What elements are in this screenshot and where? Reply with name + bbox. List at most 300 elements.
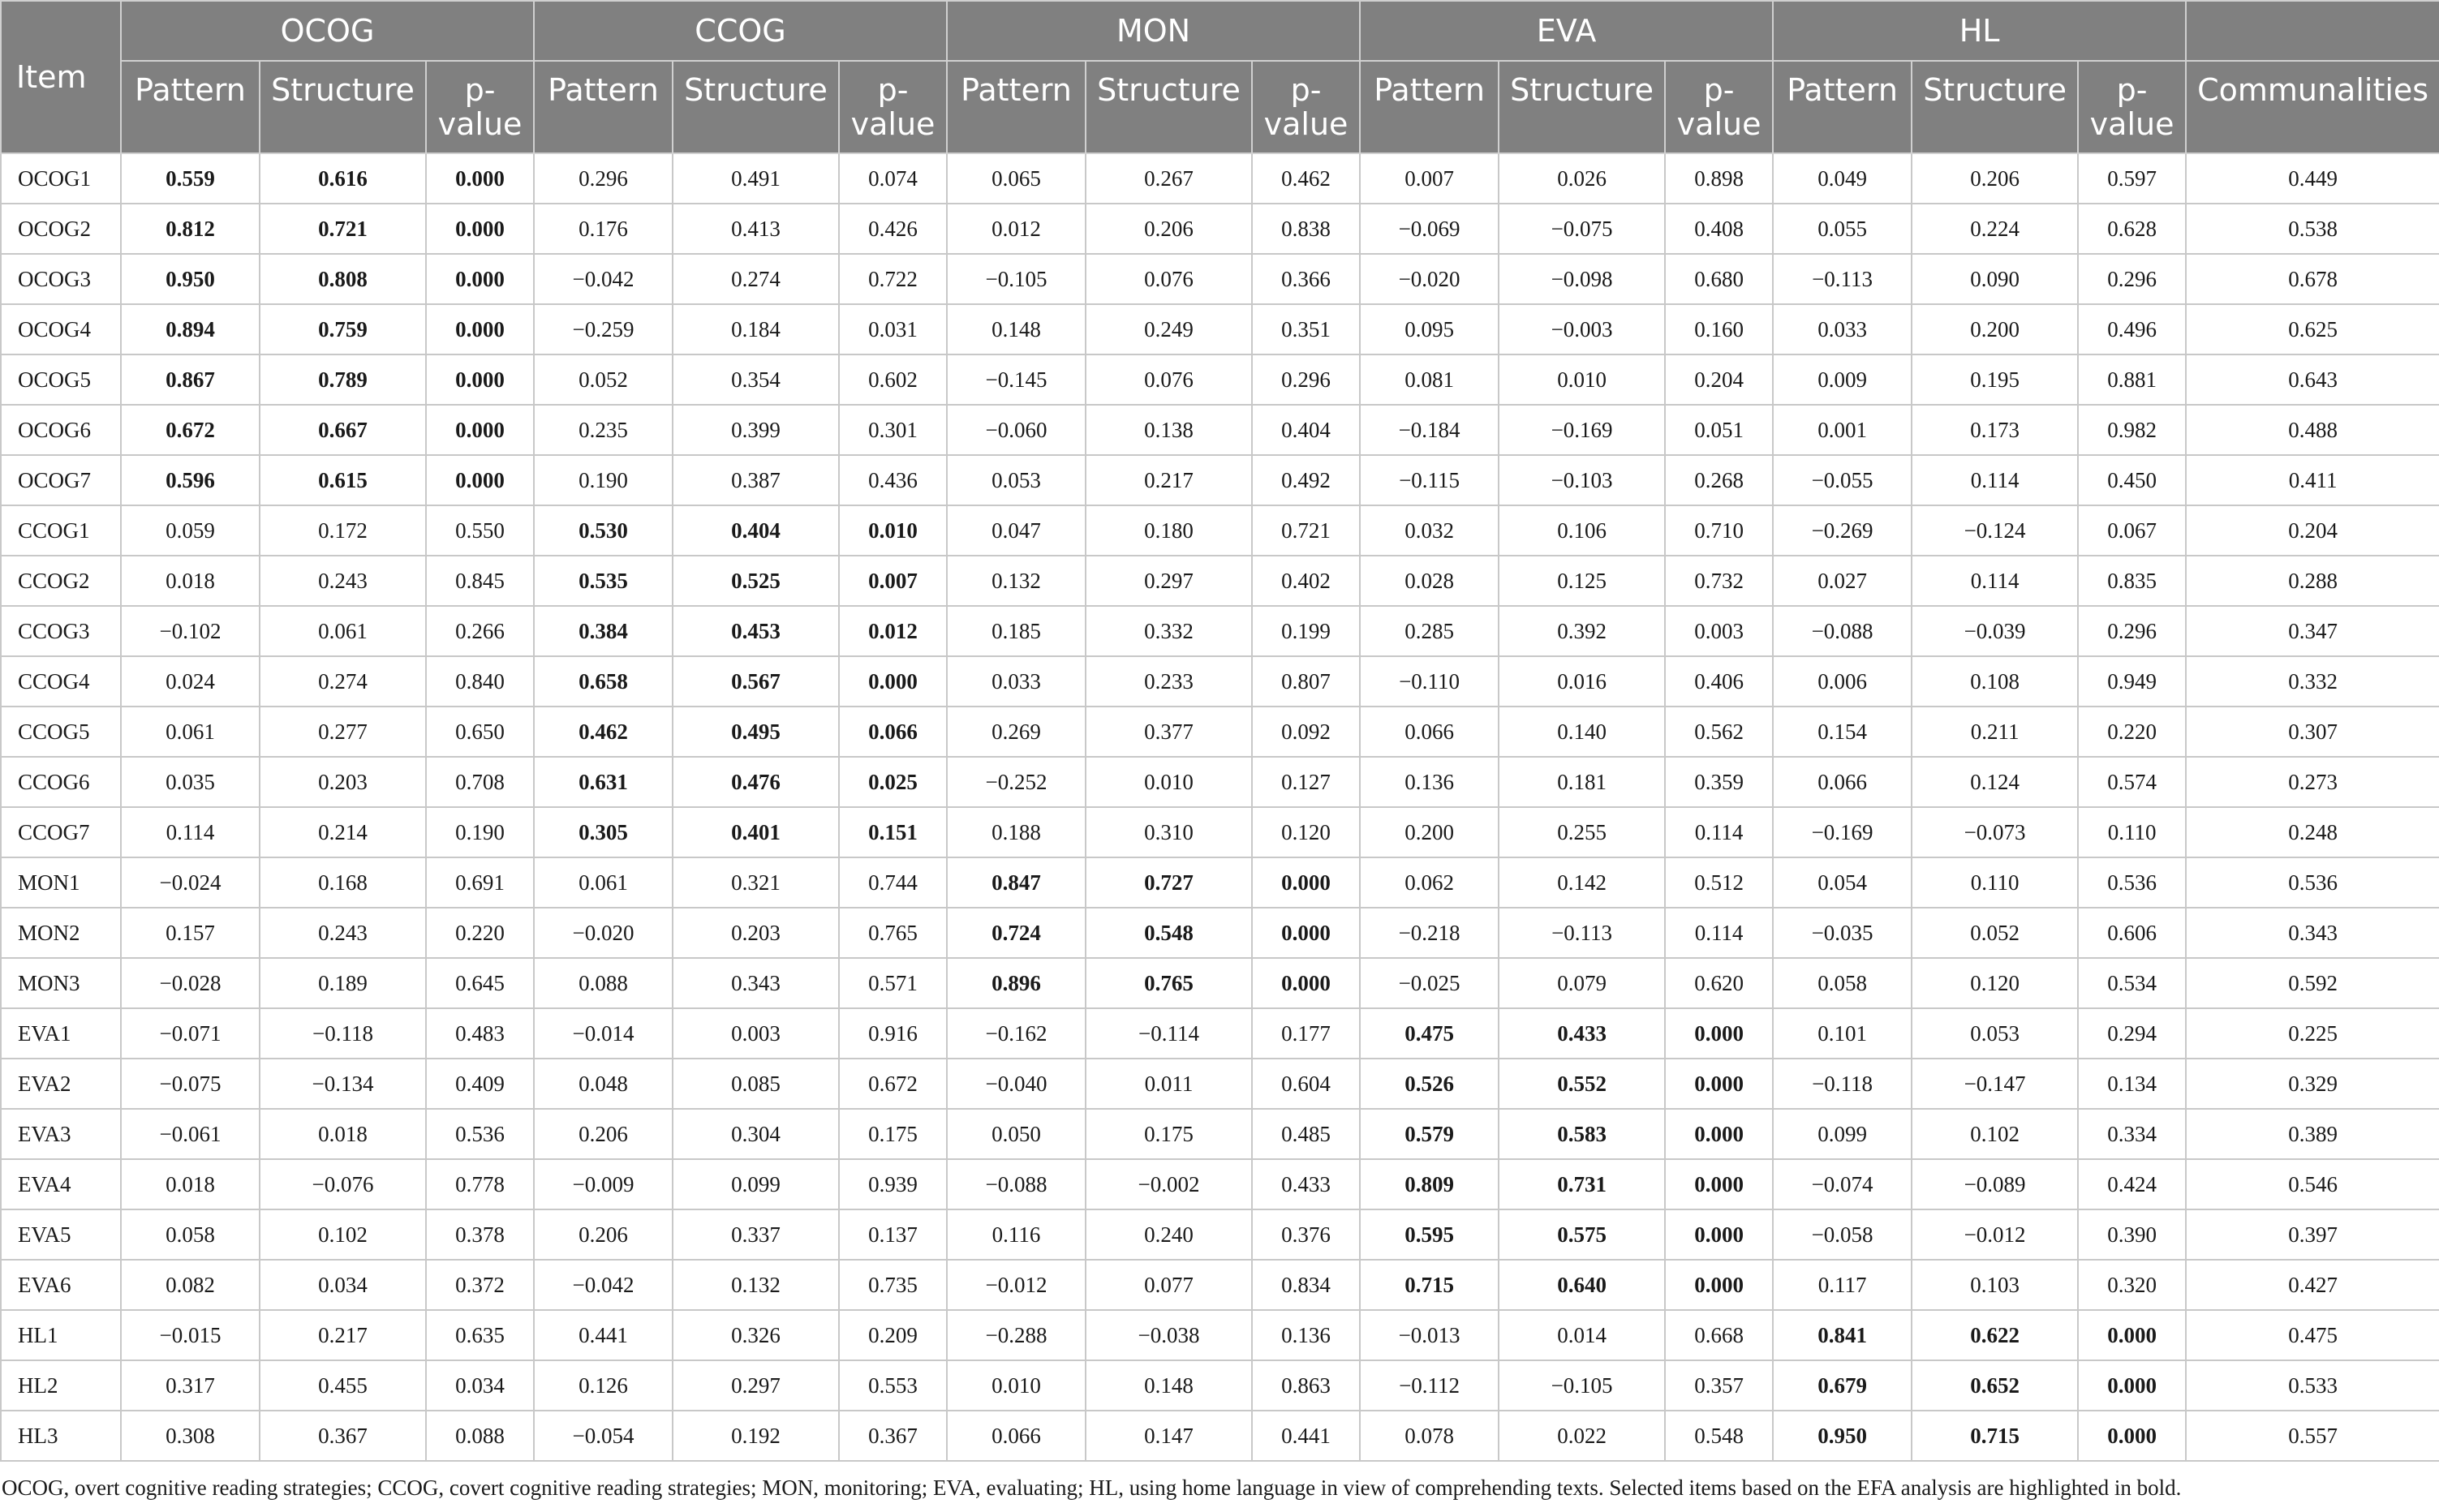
p-value-cell: 0.512 <box>1665 857 1773 908</box>
p-value-cell: 0.199 <box>1252 606 1360 656</box>
structure-cell: 0.321 <box>673 857 839 908</box>
structure-cell: 0.217 <box>260 1310 426 1360</box>
p-value-cell: 0.010 <box>839 505 947 556</box>
p-value-cell: 0.433 <box>1252 1159 1360 1209</box>
structure-cell: 0.106 <box>1499 505 1665 556</box>
p-value-cell: 0.334 <box>2078 1109 2186 1159</box>
p-value-cell: 0.220 <box>426 908 534 958</box>
item-label: CCOG3 <box>1 606 121 656</box>
pattern-cell: 0.058 <box>1773 958 1912 1008</box>
structure-cell: −0.105 <box>1499 1360 1665 1411</box>
pattern-cell: −0.118 <box>1773 1059 1912 1109</box>
p-value-cell: 0.408 <box>1665 204 1773 254</box>
p-value-cell: 0.000 <box>2078 1411 2186 1461</box>
item-label: OCOG6 <box>1 405 121 455</box>
pattern-cell: −0.028 <box>121 958 260 1008</box>
p-value-cell: 0.485 <box>1252 1109 1360 1159</box>
p-value-cell: 0.000 <box>1665 1209 1773 1260</box>
p-value-cell: 0.492 <box>1252 455 1360 505</box>
p-value-cell: 0.553 <box>839 1360 947 1411</box>
structure-cell: 0.667 <box>260 405 426 455</box>
p-value-cell: 0.840 <box>426 656 534 707</box>
structure-cell: −0.169 <box>1499 405 1665 455</box>
pattern-cell: 0.672 <box>121 405 260 455</box>
communality-cell: 0.592 <box>2186 958 2439 1008</box>
header-structure: Structure <box>1086 61 1252 153</box>
pattern-cell: 0.462 <box>534 707 673 757</box>
header-structure: Structure <box>673 61 839 153</box>
header-group-ocog: OCOG <box>121 1 534 61</box>
pattern-cell: 0.101 <box>1773 1008 1912 1059</box>
p-value-cell: 0.000 <box>1252 908 1360 958</box>
p-value-cell: 0.366 <box>1252 254 1360 304</box>
structure-cell: −0.147 <box>1912 1059 2078 1109</box>
table-row <box>1 304 2439 354</box>
pattern-cell: −0.054 <box>534 1411 673 1461</box>
structure-cell: −0.098 <box>1499 254 1665 304</box>
pattern-cell: 0.050 <box>947 1109 1086 1159</box>
structure-cell: 0.233 <box>1086 656 1252 707</box>
item-label: HL1 <box>1 1310 121 1360</box>
item-label: EVA1 <box>1 1008 121 1059</box>
pattern-cell: 0.066 <box>947 1411 1086 1461</box>
structure-cell: 0.053 <box>1912 1008 2078 1059</box>
pattern-cell: 0.285 <box>1360 606 1499 656</box>
p-value-cell: 0.378 <box>426 1209 534 1260</box>
structure-cell: 0.552 <box>1499 1059 1665 1109</box>
p-value-cell: 0.536 <box>426 1109 534 1159</box>
pattern-cell: 0.114 <box>121 807 260 857</box>
p-value-cell: 0.000 <box>1665 1260 1773 1310</box>
p-value-cell: 0.088 <box>426 1411 534 1461</box>
pattern-cell: −0.055 <box>1773 455 1912 505</box>
structure-cell: 0.180 <box>1086 505 1252 556</box>
structure-cell: 0.343 <box>673 958 839 1008</box>
structure-cell: 0.026 <box>1499 153 1665 204</box>
table-row <box>1 1008 2439 1059</box>
p-value-cell: 0.838 <box>1252 204 1360 254</box>
communality-cell: 0.533 <box>2186 1360 2439 1411</box>
pattern-cell: 0.206 <box>534 1209 673 1260</box>
communality-cell: 0.389 <box>2186 1109 2439 1159</box>
p-value-cell: 0.151 <box>839 807 947 857</box>
structure-cell: 0.377 <box>1086 707 1252 757</box>
p-value-cell: 0.000 <box>2078 1310 2186 1360</box>
pattern-cell: 0.053 <box>947 455 1086 505</box>
header-row-groups <box>1 1 2439 61</box>
pattern-cell: 0.176 <box>534 204 673 254</box>
structure-cell: 0.206 <box>1912 153 2078 204</box>
p-value-cell: 0.708 <box>426 757 534 807</box>
structure-cell: 0.077 <box>1086 1260 1252 1310</box>
structure-cell: 0.808 <box>260 254 426 304</box>
table-row <box>1 556 2439 606</box>
structure-cell: −0.002 <box>1086 1159 1252 1209</box>
structure-cell: 0.189 <box>260 958 426 1008</box>
pattern-cell: 0.658 <box>534 656 673 707</box>
structure-cell: 0.495 <box>673 707 839 757</box>
pattern-cell: 0.190 <box>534 455 673 505</box>
item-label: EVA3 <box>1 1109 121 1159</box>
structure-cell: 0.206 <box>1086 204 1252 254</box>
structure-cell: 0.567 <box>673 656 839 707</box>
pattern-cell: −0.061 <box>121 1109 260 1159</box>
item-label: MON1 <box>1 857 121 908</box>
pattern-cell: −0.102 <box>121 606 260 656</box>
p-value-cell: 0.424 <box>2078 1159 2186 1209</box>
structure-cell: 0.548 <box>1086 908 1252 958</box>
table-row <box>1 1059 2439 1109</box>
pattern-cell: 0.188 <box>947 807 1086 857</box>
structure-cell: 0.759 <box>260 304 426 354</box>
pattern-cell: 0.296 <box>534 153 673 204</box>
pattern-cell: −0.040 <box>947 1059 1086 1109</box>
p-value-cell: 0.000 <box>426 304 534 354</box>
header-structure: Structure <box>1499 61 1665 153</box>
header-group-hl: HL <box>1773 1 2186 61</box>
item-label: OCOG5 <box>1 354 121 405</box>
p-value-cell: 0.496 <box>2078 304 2186 354</box>
structure-cell: 0.731 <box>1499 1159 1665 1209</box>
pattern-cell: 0.530 <box>534 505 673 556</box>
structure-cell: 0.124 <box>1912 757 2078 807</box>
structure-cell: 0.147 <box>1086 1411 1252 1461</box>
item-label: EVA5 <box>1 1209 121 1260</box>
header-pattern: Pattern <box>947 61 1086 153</box>
p-value-cell: 0.778 <box>426 1159 534 1209</box>
communality-cell: 0.475 <box>2186 1310 2439 1360</box>
p-value-cell: 0.000 <box>426 405 534 455</box>
table-row <box>1 707 2439 757</box>
p-value-cell: 0.268 <box>1665 455 1773 505</box>
table-row <box>1 505 2439 556</box>
structure-cell: 0.433 <box>1499 1008 1665 1059</box>
p-value-cell: 0.074 <box>839 153 947 204</box>
header-structure: Structure <box>260 61 426 153</box>
p-value-cell: 0.000 <box>1252 958 1360 1008</box>
table-row <box>1 1360 2439 1411</box>
communality-cell: 0.347 <box>2186 606 2439 656</box>
structure-cell: −0.124 <box>1912 505 2078 556</box>
structure-cell: 0.491 <box>673 153 839 204</box>
structure-cell: 0.337 <box>673 1209 839 1260</box>
table-row <box>1 908 2439 958</box>
p-value-cell: 0.120 <box>1252 807 1360 857</box>
p-value-cell: 0.357 <box>1665 1360 1773 1411</box>
structure-cell: 0.765 <box>1086 958 1252 1008</box>
structure-cell: 0.168 <box>260 857 426 908</box>
table-row <box>1 204 2439 254</box>
table-row <box>1 857 2439 908</box>
pattern-cell: 0.078 <box>1360 1411 1499 1461</box>
pattern-cell: −0.042 <box>534 254 673 304</box>
communality-cell: 0.678 <box>2186 254 2439 304</box>
p-value-cell: 0.351 <box>1252 304 1360 354</box>
structure-cell: 0.367 <box>260 1411 426 1461</box>
p-value-cell: 0.209 <box>839 1310 947 1360</box>
p-value-cell: 0.732 <box>1665 556 1773 606</box>
structure-cell: 0.085 <box>673 1059 839 1109</box>
p-value-cell: 0.000 <box>426 254 534 304</box>
p-value-cell: 0.110 <box>2078 807 2186 857</box>
p-value-cell: 0.550 <box>426 505 534 556</box>
communality-cell: 0.329 <box>2186 1059 2439 1109</box>
structure-cell: 0.018 <box>260 1109 426 1159</box>
table-row <box>1 656 2439 707</box>
header-p-value: p-value <box>2078 61 2186 153</box>
pattern-cell: 0.384 <box>534 606 673 656</box>
header-p-value: p-value <box>426 61 534 153</box>
structure-cell: 0.616 <box>260 153 426 204</box>
structure-cell: 0.354 <box>673 354 839 405</box>
pattern-cell: −0.162 <box>947 1008 1086 1059</box>
pattern-cell: −0.020 <box>534 908 673 958</box>
pattern-cell: −0.145 <box>947 354 1086 405</box>
pattern-cell: 0.441 <box>534 1310 673 1360</box>
structure-cell: 0.079 <box>1499 958 1665 1008</box>
structure-cell: −0.003 <box>1499 304 1665 354</box>
structure-cell: 0.138 <box>1086 405 1252 455</box>
p-value-cell: 0.012 <box>839 606 947 656</box>
structure-cell: 0.214 <box>260 807 426 857</box>
p-value-cell: 0.571 <box>839 958 947 1008</box>
pattern-cell: 0.010 <box>947 1360 1086 1411</box>
p-value-cell: 0.296 <box>2078 254 2186 304</box>
p-value-cell: 0.359 <box>1665 757 1773 807</box>
pattern-cell: 0.595 <box>1360 1209 1499 1260</box>
table-row <box>1 153 2439 204</box>
p-value-cell: 0.602 <box>839 354 947 405</box>
structure-cell: 0.727 <box>1086 857 1252 908</box>
structure-cell: −0.118 <box>260 1008 426 1059</box>
structure-cell: 0.061 <box>260 606 426 656</box>
pattern-cell: −0.014 <box>534 1008 673 1059</box>
communality-cell: 0.288 <box>2186 556 2439 606</box>
p-value-cell: 0.574 <box>2078 757 2186 807</box>
pattern-cell: −0.069 <box>1360 204 1499 254</box>
pattern-cell: 0.157 <box>121 908 260 958</box>
pattern-cell: −0.112 <box>1360 1360 1499 1411</box>
p-value-cell: 0.863 <box>1252 1360 1360 1411</box>
header-row-subcolumns <box>1 61 2439 153</box>
structure-cell: 0.022 <box>1499 1411 1665 1461</box>
communality-cell: 0.307 <box>2186 707 2439 757</box>
structure-cell: 0.011 <box>1086 1059 1252 1109</box>
pattern-cell: −0.218 <box>1360 908 1499 958</box>
item-label: EVA2 <box>1 1059 121 1109</box>
pattern-cell: −0.169 <box>1773 807 1912 857</box>
pattern-cell: −0.035 <box>1773 908 1912 958</box>
pattern-cell: 0.006 <box>1773 656 1912 707</box>
pattern-cell: 0.009 <box>1773 354 1912 405</box>
structure-cell: 0.255 <box>1499 807 1665 857</box>
pattern-cell: 0.066 <box>1773 757 1912 807</box>
p-value-cell: 0.376 <box>1252 1209 1360 1260</box>
pattern-cell: 0.269 <box>947 707 1086 757</box>
pattern-cell: 0.052 <box>534 354 673 405</box>
pattern-cell: 0.559 <box>121 153 260 204</box>
structure-cell: 0.583 <box>1499 1109 1665 1159</box>
pattern-cell: −0.115 <box>1360 455 1499 505</box>
pattern-cell: 0.526 <box>1360 1059 1499 1109</box>
pattern-cell: 0.061 <box>121 707 260 757</box>
p-value-cell: 0.051 <box>1665 405 1773 455</box>
item-label: EVA6 <box>1 1260 121 1310</box>
structure-cell: 0.404 <box>673 505 839 556</box>
pattern-cell: −0.105 <box>947 254 1086 304</box>
item-label: OCOG1 <box>1 153 121 204</box>
header-pattern: Pattern <box>1773 61 1912 153</box>
p-value-cell: 0.367 <box>839 1411 947 1461</box>
structure-cell: 0.175 <box>1086 1109 1252 1159</box>
pattern-cell: 0.054 <box>1773 857 1912 908</box>
pattern-cell: 0.066 <box>1360 707 1499 757</box>
item-label: CCOG6 <box>1 757 121 807</box>
p-value-cell: 0.462 <box>1252 153 1360 204</box>
structure-cell: 0.224 <box>1912 204 2078 254</box>
communality-cell: 0.427 <box>2186 1260 2439 1310</box>
structure-cell: 0.114 <box>1912 455 2078 505</box>
pattern-cell: −0.259 <box>534 304 673 354</box>
structure-cell: 0.014 <box>1499 1310 1665 1360</box>
p-value-cell: 0.114 <box>1665 807 1773 857</box>
pattern-cell: 0.950 <box>121 254 260 304</box>
header-pattern: Pattern <box>534 61 673 153</box>
pattern-cell: 0.631 <box>534 757 673 807</box>
p-value-cell: 0.190 <box>426 807 534 857</box>
p-value-cell: 0.765 <box>839 908 947 958</box>
p-value-cell: 0.003 <box>1665 606 1773 656</box>
structure-cell: 0.016 <box>1499 656 1665 707</box>
pattern-cell: −0.088 <box>1773 606 1912 656</box>
pattern-cell: 0.724 <box>947 908 1086 958</box>
structure-cell: 0.076 <box>1086 254 1252 304</box>
structure-cell: −0.073 <box>1912 807 2078 857</box>
pattern-cell: 0.048 <box>534 1059 673 1109</box>
p-value-cell: 0.536 <box>2078 857 2186 908</box>
pattern-cell: 0.018 <box>121 556 260 606</box>
pattern-cell: −0.113 <box>1773 254 1912 304</box>
pattern-cell: 0.596 <box>121 455 260 505</box>
item-label: OCOG4 <box>1 304 121 354</box>
structure-cell: 0.297 <box>1086 556 1252 606</box>
structure-cell: 0.173 <box>1912 405 2078 455</box>
structure-cell: 0.387 <box>673 455 839 505</box>
table-row <box>1 354 2439 405</box>
pattern-cell: 0.033 <box>1773 304 1912 354</box>
p-value-cell: 0.031 <box>839 304 947 354</box>
structure-cell: 0.274 <box>673 254 839 304</box>
p-value-cell: 0.160 <box>1665 304 1773 354</box>
pattern-cell: −0.058 <box>1773 1209 1912 1260</box>
p-value-cell: 0.000 <box>426 455 534 505</box>
structure-cell: 0.274 <box>260 656 426 707</box>
item-label: HL2 <box>1 1360 121 1411</box>
pattern-cell: 0.308 <box>121 1411 260 1461</box>
structure-cell: −0.012 <box>1912 1209 2078 1260</box>
p-value-cell: 0.294 <box>2078 1008 2186 1059</box>
structure-cell: −0.134 <box>260 1059 426 1109</box>
structure-cell: 0.203 <box>260 757 426 807</box>
pattern-cell: 0.867 <box>121 354 260 405</box>
structure-cell: 0.010 <box>1086 757 1252 807</box>
p-value-cell: 0.000 <box>2078 1360 2186 1411</box>
pattern-cell: 0.116 <box>947 1209 1086 1260</box>
p-value-cell: 0.721 <box>1252 505 1360 556</box>
communality-cell: 0.411 <box>2186 455 2439 505</box>
structure-cell: 0.217 <box>1086 455 1252 505</box>
p-value-cell: 0.898 <box>1665 153 1773 204</box>
p-value-cell: 0.672 <box>839 1059 947 1109</box>
p-value-cell: 0.000 <box>1665 1059 1773 1109</box>
p-value-cell: 0.034 <box>426 1360 534 1411</box>
item-label: OCOG7 <box>1 455 121 505</box>
structure-cell: 0.090 <box>1912 254 2078 304</box>
structure-cell: 0.102 <box>260 1209 426 1260</box>
communality-cell: 0.397 <box>2186 1209 2439 1260</box>
p-value-cell: 0.606 <box>2078 908 2186 958</box>
pattern-cell: 0.317 <box>121 1360 260 1411</box>
pattern-cell: 0.200 <box>1360 807 1499 857</box>
pattern-cell: 0.088 <box>534 958 673 1008</box>
p-value-cell: 0.402 <box>1252 556 1360 606</box>
item-label: OCOG3 <box>1 254 121 304</box>
structure-cell: −0.038 <box>1086 1310 1252 1360</box>
structure-cell: 0.243 <box>260 908 426 958</box>
p-value-cell: 0.000 <box>426 204 534 254</box>
p-value-cell: 0.177 <box>1252 1008 1360 1059</box>
structure-cell: −0.113 <box>1499 908 1665 958</box>
item-label: CCOG7 <box>1 807 121 857</box>
header-structure: Structure <box>1912 61 2078 153</box>
structure-cell: 0.132 <box>673 1260 839 1310</box>
item-label: EVA4 <box>1 1159 121 1209</box>
pattern-cell: −0.012 <box>947 1260 1086 1310</box>
pattern-cell: 0.535 <box>534 556 673 606</box>
pattern-cell: 0.206 <box>534 1109 673 1159</box>
structure-cell: 0.148 <box>1086 1360 1252 1411</box>
pattern-cell: 0.081 <box>1360 354 1499 405</box>
structure-cell: 0.110 <box>1912 857 2078 908</box>
p-value-cell: 0.000 <box>1252 857 1360 908</box>
structure-cell: 0.615 <box>260 455 426 505</box>
pattern-cell: 0.126 <box>534 1360 673 1411</box>
structure-cell: 0.142 <box>1499 857 1665 908</box>
pattern-cell: 0.035 <box>121 757 260 807</box>
structure-cell: 0.277 <box>260 707 426 757</box>
communality-cell: 0.204 <box>2186 505 2439 556</box>
pattern-cell: 0.809 <box>1360 1159 1499 1209</box>
p-value-cell: 0.296 <box>1252 354 1360 405</box>
structure-cell: 0.310 <box>1086 807 1252 857</box>
table-row <box>1 405 2439 455</box>
structure-cell: 0.108 <box>1912 656 2078 707</box>
p-value-cell: 0.406 <box>1665 656 1773 707</box>
structure-cell: 0.243 <box>260 556 426 606</box>
pattern-cell: −0.075 <box>121 1059 260 1109</box>
p-value-cell: 0.722 <box>839 254 947 304</box>
p-value-cell: 0.296 <box>2078 606 2186 656</box>
p-value-cell: 0.000 <box>426 354 534 405</box>
pattern-cell: 0.579 <box>1360 1109 1499 1159</box>
communality-cell: 0.546 <box>2186 1159 2439 1209</box>
p-value-cell: 0.982 <box>2078 405 2186 455</box>
pattern-cell: 0.235 <box>534 405 673 455</box>
pattern-cell: 0.812 <box>121 204 260 254</box>
pattern-cell: 0.475 <box>1360 1008 1499 1059</box>
p-value-cell: 0.136 <box>1252 1310 1360 1360</box>
item-label: MON2 <box>1 908 121 958</box>
